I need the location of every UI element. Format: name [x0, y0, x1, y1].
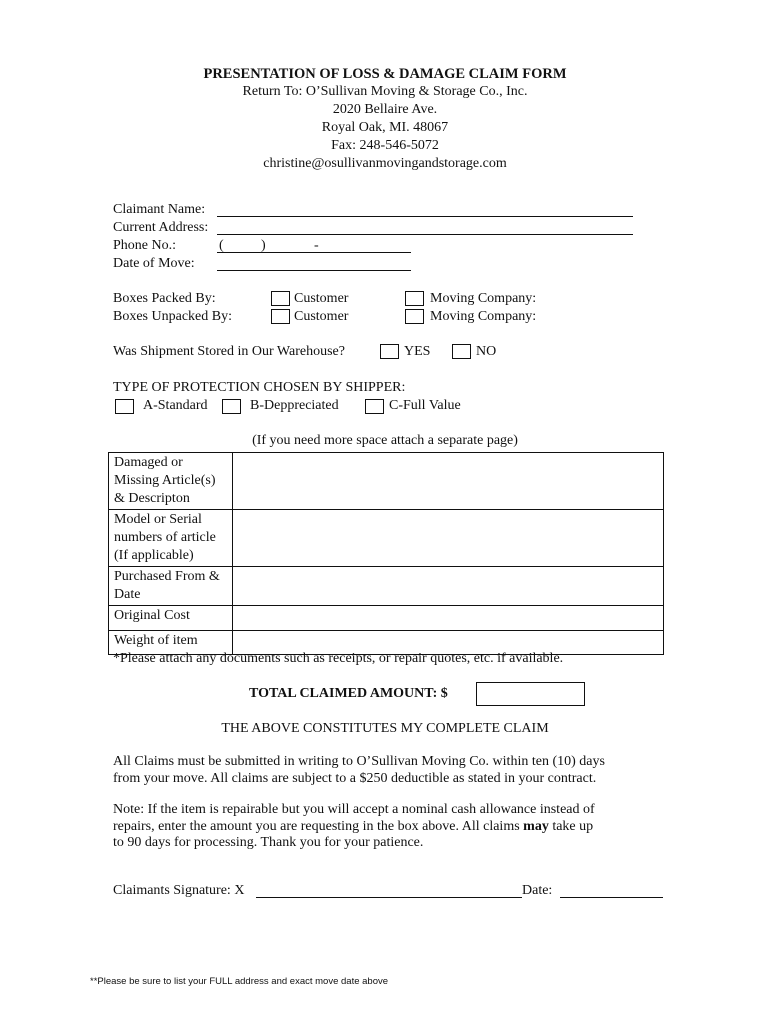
note-paragraph-line-1: Note: If the item is repairable but you will accept a nominal cash allowance instead of — [113, 802, 595, 817]
packed-customer-label: Customer — [294, 291, 349, 306]
boxes-packed-label: Boxes Packed By: — [113, 291, 216, 306]
phone-dash: - — [314, 238, 319, 253]
claim-items-table — [108, 452, 664, 655]
storage-no-checkbox[interactable] — [452, 344, 471, 359]
signature-label: Claimants Signature: X — [113, 883, 245, 898]
protection-c-label: C-Full Value — [389, 398, 461, 413]
row-label-original-cost: Original Cost — [109, 606, 233, 631]
original-cost-field[interactable] — [233, 606, 664, 631]
storage-yes-checkbox[interactable] — [380, 344, 399, 359]
storage-question: Was Shipment Stored in Our Warehouse? — [113, 344, 345, 359]
signature-date-field[interactable] — [560, 897, 663, 898]
protection-a-label: A-Standard — [143, 398, 208, 413]
claimant-name-field[interactable] — [217, 216, 633, 217]
note-line-2-part-c: take up — [548, 819, 594, 834]
row-label-weight: Weight of item — [109, 631, 233, 655]
unpacked-customer-label: Customer — [294, 309, 349, 324]
signature-field[interactable] — [256, 897, 522, 898]
packed-moving-company-checkbox[interactable] — [405, 291, 424, 306]
email-address: christine@osullivanmovingandstorage.com — [263, 156, 507, 171]
table-note: (If you need more space attach a separate page) — [252, 433, 518, 448]
street-address: 2020 Bellaire Ave. — [332, 102, 438, 117]
claims-paragraph-line-2: from your move. All claims are subject to a $250 deductible as stated in your contract. — [113, 771, 597, 786]
date-of-move-field[interactable] — [217, 270, 411, 271]
attach-note: *Please attach any documents such as receipts, or repair quotes, etc. if available. — [113, 651, 564, 666]
claims-paragraph-line-1: All Claims must be submitted in writing to O’Sullivan Moving Co. within ten (10) days — [113, 754, 605, 769]
note-paragraph-line-3: to 90 days for processing. Thank you for your patience. — [113, 835, 424, 850]
signature-date-label: Date: — [522, 883, 553, 898]
row-label-purchased-from: Purchased From & Date — [109, 567, 233, 606]
phone-area-close: ) — [261, 238, 266, 253]
total-claimed-amount-field[interactable] — [476, 682, 585, 706]
model-serial-field[interactable] — [233, 510, 664, 567]
city-address: Royal Oak, MI. 48067 — [321, 120, 449, 135]
protection-b-checkbox[interactable] — [222, 399, 241, 414]
packed-moving-company-label: Moving Company: — [430, 291, 537, 306]
phone-label: Phone No.: — [113, 238, 176, 253]
protection-b-label: B-Deppreciated — [250, 398, 339, 413]
phone-field[interactable] — [217, 252, 411, 253]
phone-area-open: ( — [219, 238, 224, 253]
packed-customer-checkbox[interactable] — [271, 291, 290, 306]
protection-c-checkbox[interactable] — [365, 399, 384, 414]
footer-note: **Please be sure to list your FULL address and exact move date above — [90, 976, 389, 987]
storage-yes-label: YES — [404, 344, 431, 359]
protection-heading: TYPE OF PROTECTION CHOSEN BY SHIPPER: — [113, 380, 406, 395]
boxes-unpacked-label: Boxes Unpacked By: — [113, 309, 232, 324]
damaged-article-field[interactable] — [233, 453, 664, 510]
storage-no-label: NO — [476, 344, 497, 359]
current-address-label: Current Address: — [113, 220, 209, 235]
row-label-damaged-article: Damaged or Missing Article(s) & Descripton — [109, 453, 233, 510]
form-title: PRESENTATION OF LOSS & DAMAGE CLAIM FORM — [203, 66, 567, 82]
fax-number: Fax: 248-546-5072 — [331, 138, 439, 153]
row-label-model-serial: Model or Serial numbers of article (If applicable) — [109, 510, 233, 567]
unpacked-moving-company-label: Moving Company: — [430, 309, 537, 324]
unpacked-moving-company-checkbox[interactable] — [405, 309, 424, 324]
note-line-2-may: may — [523, 819, 549, 834]
current-address-field[interactable] — [217, 234, 633, 235]
protection-a-checkbox[interactable] — [115, 399, 134, 414]
total-claimed-label: TOTAL CLAIMED AMOUNT: $ — [249, 686, 448, 701]
complete-claim-statement: THE ABOVE CONSTITUTES MY COMPLETE CLAIM — [221, 721, 549, 736]
note-paragraph-line-2 — [113, 819, 593, 835]
claimant-name-label: Claimant Name: — [113, 202, 206, 217]
date-of-move-label: Date of Move: — [113, 256, 195, 271]
purchased-from-field[interactable] — [233, 567, 664, 606]
unpacked-customer-checkbox[interactable] — [271, 309, 290, 324]
return-to: Return To: O’Sullivan Moving & Storage Co., Inc. — [242, 84, 528, 99]
note-line-2-part-a: repairs, enter the amount you are requesting in the box above. All claims — [113, 819, 524, 834]
